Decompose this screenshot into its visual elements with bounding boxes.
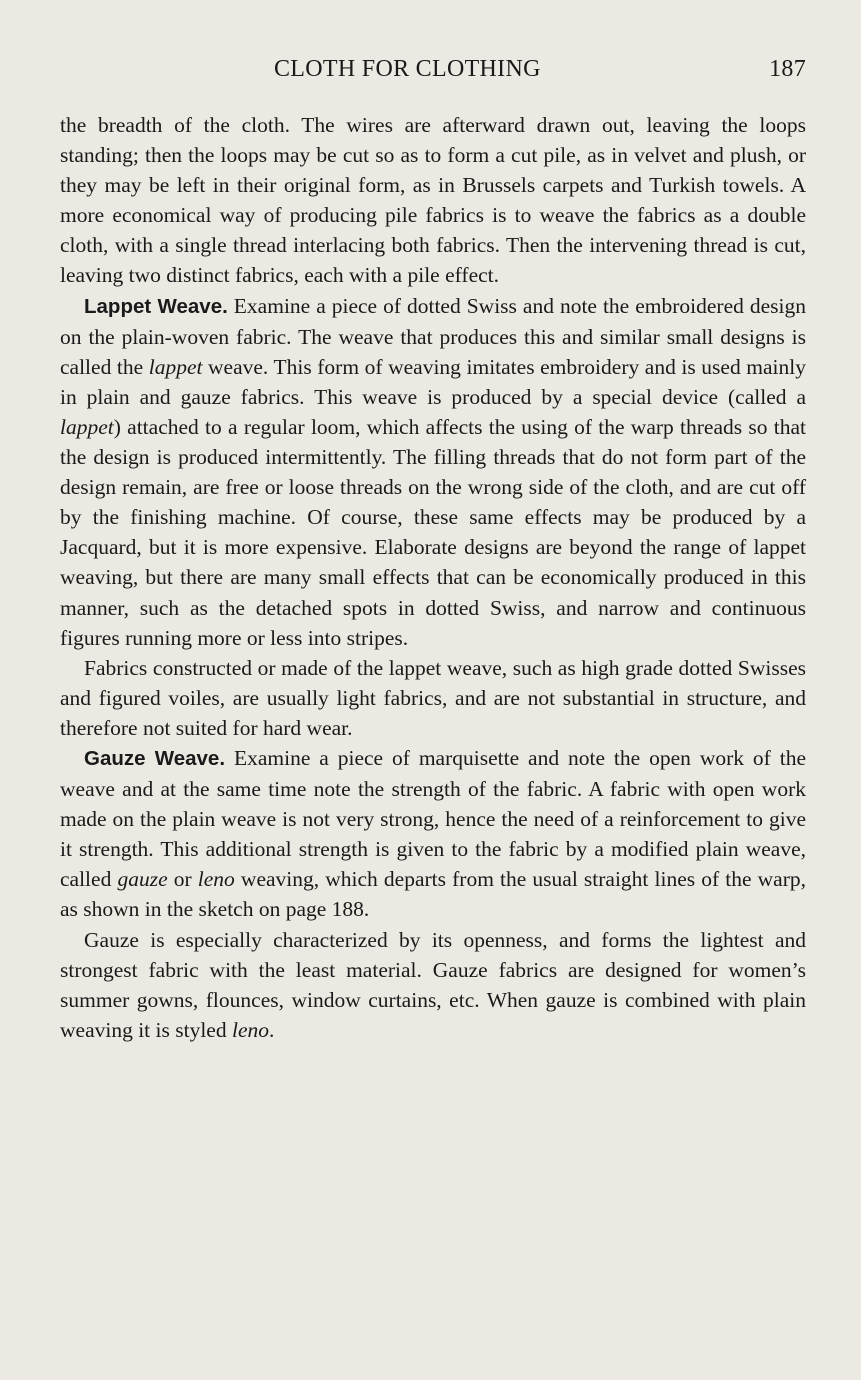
body-text (60, 110, 806, 1045)
running-header (60, 56, 806, 88)
section-heading-lappet-weave: Lappet Weave. (84, 294, 228, 318)
text-run: . (269, 1017, 275, 1042)
text-run: Examine a piece of marquisette and note the open work of the weave and at the same time note the strength of the fabric. A fabric with open work made on the plain weave is not very strong, hence the need of a reinforcement to give it strength. This additional strength is given to the fabric by a modified plain weave, called (60, 745, 807, 892)
paragraph-lappet-weave (60, 291, 806, 653)
italic-term: gauze (117, 867, 168, 892)
paragraph-gauze-characteristics (60, 925, 806, 1045)
section-heading-gauze-weave: Gauze Weave. (84, 746, 226, 770)
text-run: weaving, which departs from the usual straight lines of the warp, as shown in the sketch on page 188. (60, 867, 807, 922)
page-number: 187 (769, 56, 806, 82)
italic-term: leno (231, 1017, 270, 1042)
text-run: ) attached to a regular loom, which affects the using of the warp threads so that the design is produced intermittently. The filling threads that do not form part of the design remain, are free or loose threads on the wrong side of the cloth, and are cut off by the finishing machine. Of course, these same effects may be produced by a Jacquard, but it is more expensive. Elaborate designs are beyond the range of lappet weaving, but there are many small effects that can be economically produced in this manner, such as the detached spots in dotted Swiss, and narrow and continuous figures running more or less into stripes. (60, 414, 806, 650)
paragraph-lappet-fabrics: Fabrics constructed or made of the lappet weave, such as high grade dotted Swisses and figured voiles, are usually light fabrics, and are not substantial in structure, and therefore not suited for hard wear. (60, 655, 806, 740)
text-run: or (167, 867, 198, 892)
paragraph-gauze-weave (60, 743, 806, 925)
running-title: CLOTH FOR CLOTHING (274, 56, 541, 82)
italic-term: leno (197, 867, 235, 892)
paragraph-pile-continuation: the breadth of the cloth. The wires are afterward drawn out, leaving the loops standing; then the loops may be cut so as to form a cut pile, as in velvet and plush, or they may be left in their original form, as in Brussels carpets and Turkish towels. A more economical way of producing pile fabrics is to weave the fabrics as a double cloth, with a single thread interlacing both fabrics. Then the intervening thread is cut, leaving two distinct fabrics, each with a pile effect. (60, 113, 806, 288)
text-run: Gauze is especially characterized by its openness, and forms the lightest and strongest fabric with the least material. Gauze fabrics are designed for women’s summer gowns, flounces, window curtains, etc. When gauze is combined with plain weaving it is styled (60, 927, 806, 1042)
text-run: Examine a piece of dotted Swiss and note the embroidered design on the plain-woven fabric. The weave that produces this and similar small designs is called the (60, 293, 806, 379)
italic-term: lappet (60, 414, 114, 439)
text-run: weave. This form of weaving imitates embroidery and is used mainly in plain and gauze fabrics. This weave is produced by a special device (called a (60, 354, 806, 409)
italic-term: lappet (148, 354, 203, 379)
